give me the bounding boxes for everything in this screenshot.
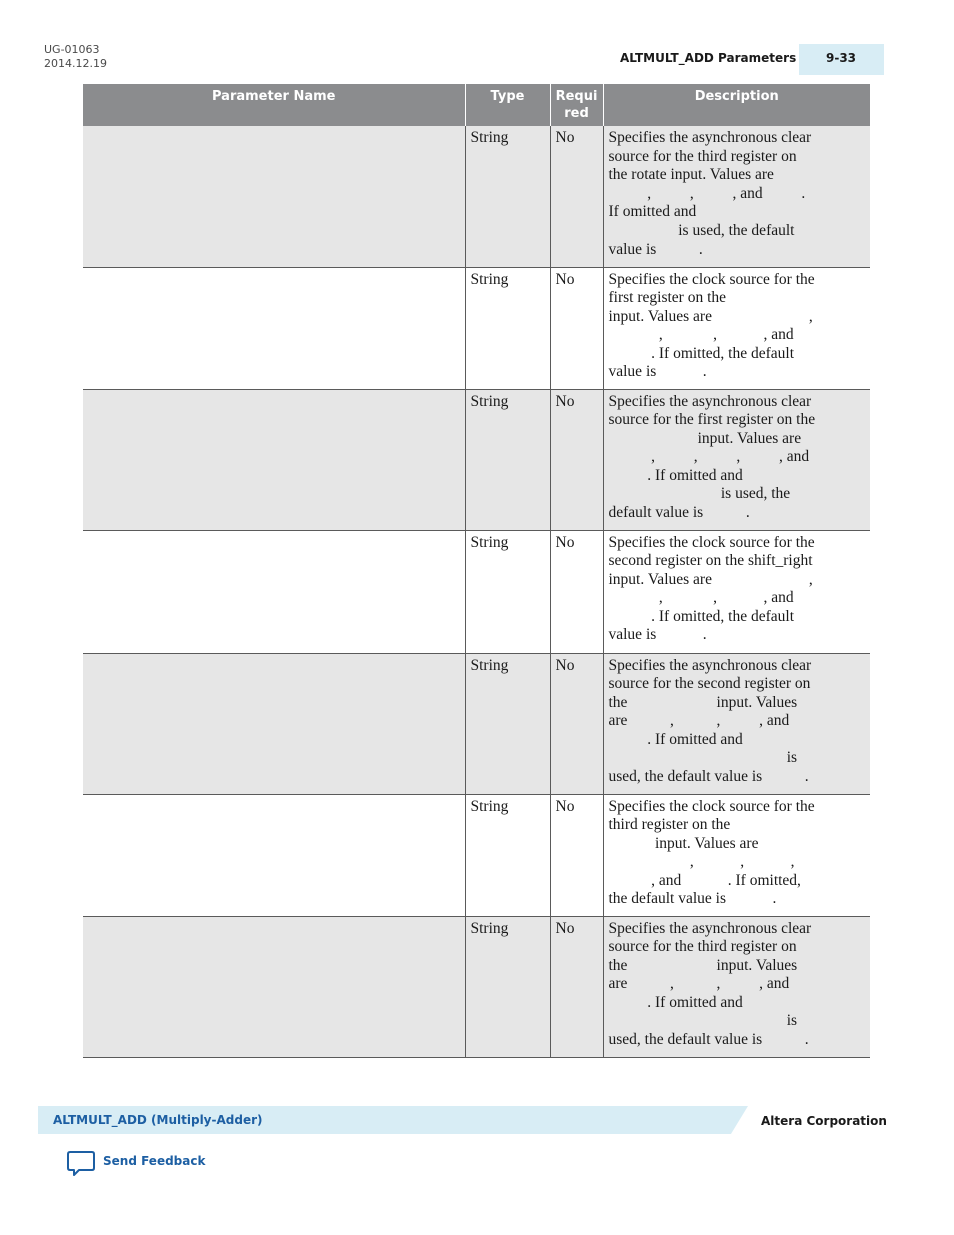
table-header-row: [83, 84, 870, 126]
description-line: are , , , and: [608, 712, 790, 730]
description-cell: [603, 794, 870, 916]
description-line: default value is .: [608, 504, 750, 522]
column-header-required: Requi red: [550, 84, 603, 126]
description-line: input. Values are ,: [608, 307, 813, 325]
page-number-tab: [799, 44, 884, 75]
description-line: Specifies the clock source for the: [608, 797, 815, 815]
description-line: value is .: [608, 626, 707, 644]
description-cell: [603, 530, 870, 653]
required-cell: No: [550, 530, 603, 653]
description-line: is used, the: [608, 485, 791, 503]
type-cell: String: [465, 916, 550, 1057]
type-cell: String: [465, 794, 550, 916]
type-cell: String: [465, 389, 550, 530]
description-cell: [603, 267, 870, 389]
description-cell: [603, 916, 870, 1057]
description-line: input. Values are: [608, 834, 759, 852]
document-id: UG-01063: [44, 43, 100, 56]
description-line: , , , , and: [608, 448, 810, 466]
type-cell: String: [465, 530, 550, 653]
description-line: Specifies the clock source for the: [608, 270, 815, 288]
description-line: third register on the: [608, 816, 731, 834]
parameter-name-cell: [83, 530, 465, 653]
description-cell: [603, 389, 870, 530]
description-line: value is .: [608, 240, 703, 258]
type-cell: String: [465, 653, 550, 794]
description-line: , , ,: [608, 853, 795, 871]
table-row: [83, 794, 870, 916]
description-line: is: [608, 1012, 798, 1030]
description-line: . If omitted, the default: [608, 344, 795, 362]
description-line: , , , and: [608, 589, 794, 607]
required-cell: No: [550, 653, 603, 794]
type-cell: String: [465, 267, 550, 389]
description-cell: [603, 653, 870, 794]
description-line: first register on the: [608, 289, 727, 307]
table-row: [83, 653, 870, 794]
table-row: [83, 267, 870, 389]
column-header-description: Description: [603, 84, 870, 126]
description-line: If omitted and: [608, 203, 697, 221]
description-line: is used, the default: [608, 221, 795, 239]
required-cell: No: [550, 389, 603, 530]
description-line: is: [608, 749, 798, 767]
description-line: the rotate input. Values are: [608, 166, 774, 184]
parameter-name-cell: [83, 916, 465, 1057]
description-line: . If omitted and: [608, 993, 743, 1011]
table-body: [83, 126, 870, 1057]
table-row: [83, 916, 870, 1057]
description-line: source for the third register on: [608, 938, 797, 956]
description-line: the input. Values: [608, 693, 798, 711]
description-line: Specifies the asynchronous clear: [608, 392, 812, 410]
required-cell: No: [550, 267, 603, 389]
description-line: are , , , and: [608, 975, 790, 993]
required-cell: No: [550, 916, 603, 1057]
description-line: second register on the shift_right: [608, 552, 813, 570]
parameter-name-cell: [83, 267, 465, 389]
parameters-table: [83, 84, 870, 1058]
description-line: Specifies the asynchronous clear: [608, 656, 812, 674]
description-line: source for the second register on: [608, 675, 811, 693]
description-line: , , , and: [608, 326, 794, 344]
description-line: used, the default value is .: [608, 1031, 809, 1049]
description-line: used, the default value is .: [608, 768, 809, 786]
table-row: [83, 530, 870, 653]
description-line: . If omitted, the default: [608, 607, 795, 625]
document-date: 2014.12.19: [44, 57, 107, 70]
document-info: [44, 43, 107, 71]
parameter-name-cell: [83, 126, 465, 267]
send-feedback-link[interactable]: Send Feedback: [103, 1154, 206, 1168]
column-header-type: Type: [465, 84, 550, 126]
description-line: . If omitted and: [608, 730, 743, 748]
description-line: source for the first register on the: [608, 411, 816, 429]
description-line: , , , and .: [608, 184, 806, 202]
description-line: source for the third register on: [608, 147, 797, 165]
required-cell: No: [550, 126, 603, 267]
page-number: 9-33: [826, 51, 857, 65]
company-name: Altera Corporation: [761, 1114, 887, 1128]
required-cell: No: [550, 794, 603, 916]
column-header-parameter-name: Parameter Name: [83, 84, 465, 126]
description-line: , and . If omitted,: [608, 871, 801, 889]
type-cell: String: [465, 126, 550, 267]
table-row: [83, 389, 870, 530]
description-cell: [603, 126, 870, 267]
parameter-name-cell: [83, 794, 465, 916]
description-line: value is .: [608, 363, 707, 381]
table-row: [83, 126, 870, 267]
description-line: the input. Values: [608, 956, 798, 974]
parameter-name-cell: [83, 389, 465, 530]
description-line: input. Values are: [608, 429, 802, 447]
description-line: Specifies the asynchronous clear: [608, 919, 812, 937]
chapter-link[interactable]: ALTMULT_ADD (Multiply-Adder): [53, 1113, 263, 1127]
description-line: Specifies the asynchronous clear: [608, 129, 812, 146]
description-line: Specifies the clock source for the: [608, 533, 815, 551]
speech-bubble-icon[interactable]: [66, 1150, 96, 1178]
description-line: . If omitted and: [608, 466, 743, 484]
section-title: ALTMULT_ADD Parameters: [620, 51, 797, 65]
description-line: input. Values are ,: [608, 570, 813, 588]
description-line: the default value is .: [608, 890, 777, 908]
parameter-name-cell: [83, 653, 465, 794]
